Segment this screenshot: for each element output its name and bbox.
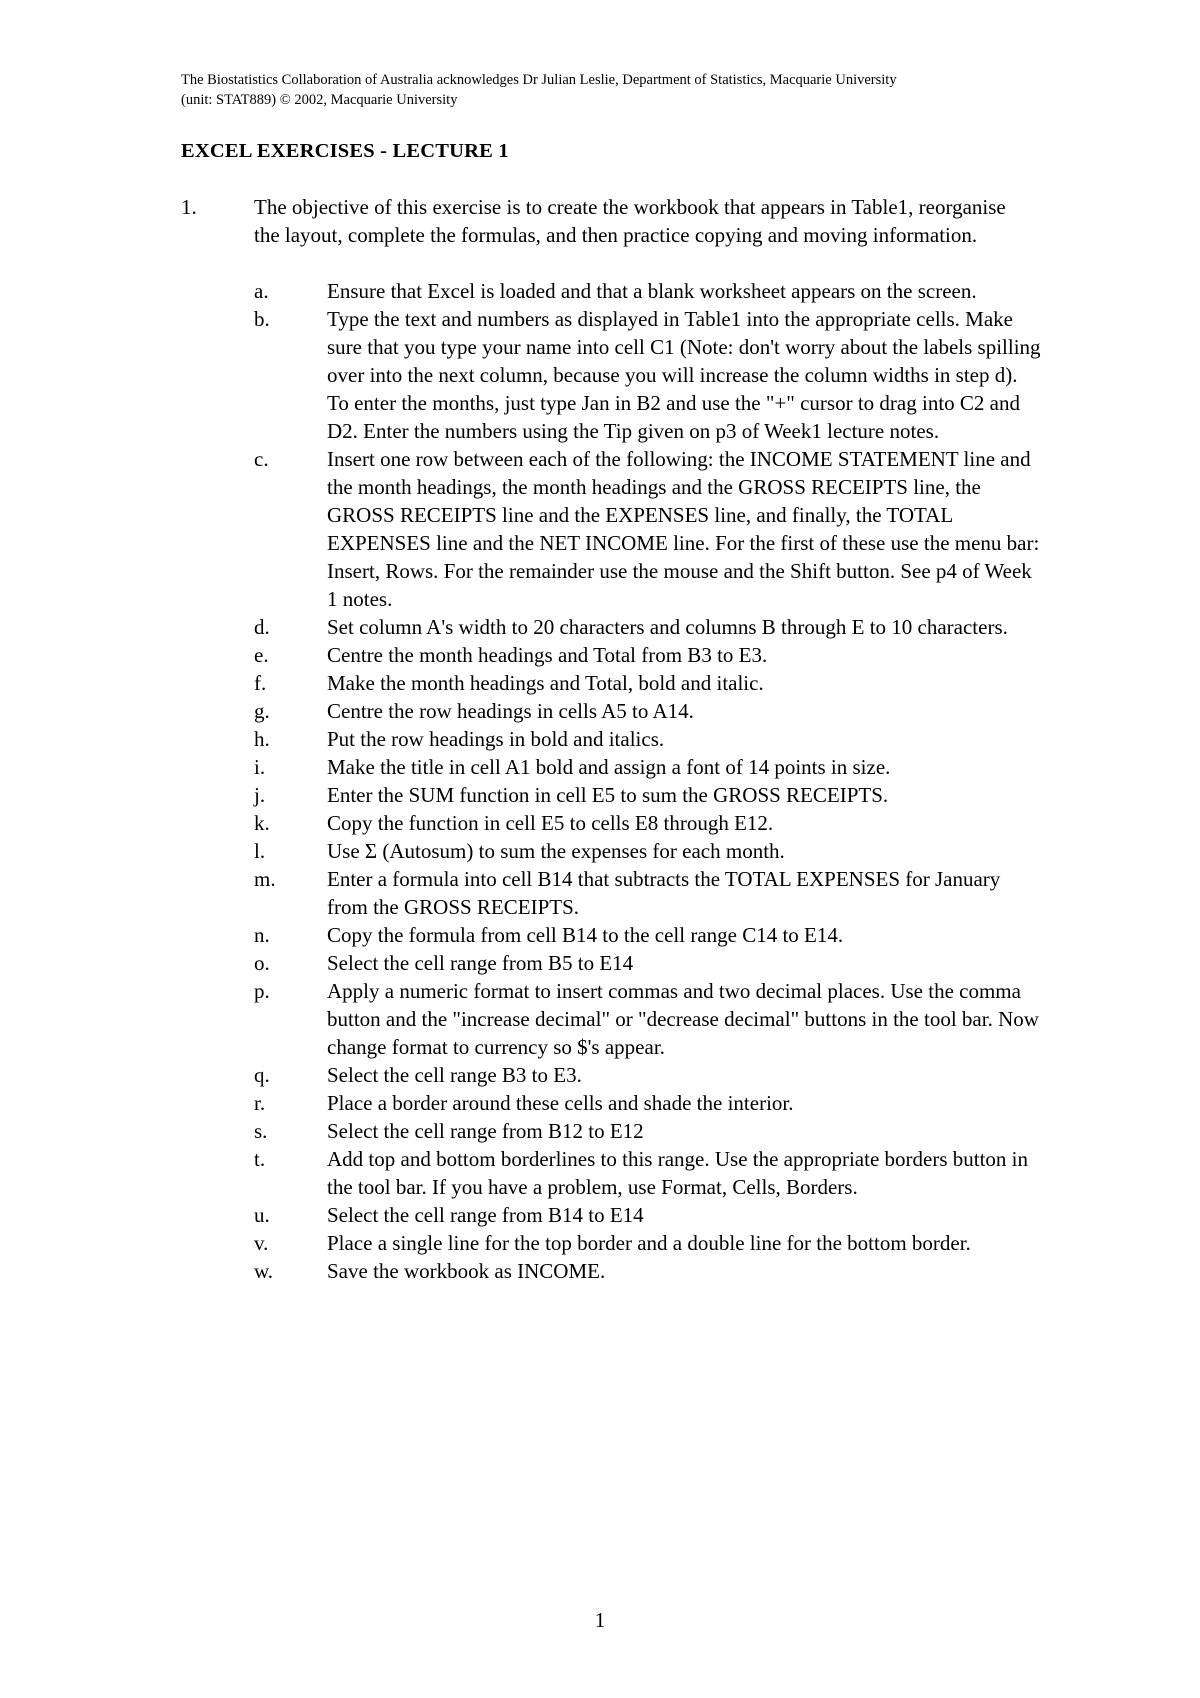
step-text: Enter the SUM function in cell E5 to sum the GROSS RECEIPTS. <box>327 783 889 807</box>
step-letter: a. <box>254 279 269 303</box>
step-letter: u. <box>254 1203 270 1227</box>
step-letter: q. <box>254 1063 270 1087</box>
step-letter: m. <box>254 867 276 891</box>
step-letter: d. <box>254 615 270 639</box>
step-letter: k. <box>254 811 270 835</box>
step-text: Copy the function in cell E5 to cells E8 through E12. <box>327 811 774 835</box>
list-item <box>254 277 1044 305</box>
list-item <box>254 865 1044 921</box>
step-letter: g. <box>254 699 270 723</box>
list-item <box>254 781 1044 809</box>
step-text: Enter a formula into cell B14 that subtracts the TOTAL EXPENSES for January from the GROSS RECEIPTS. <box>327 867 1001 919</box>
step-text: Select the cell range from B12 to E12 <box>327 1119 644 1143</box>
step-text: Select the cell range from B14 to E14 <box>327 1203 644 1227</box>
step-letter: n. <box>254 923 270 947</box>
step-text: Set column A's width to 20 characters and columns B through E to 10 characters. <box>327 615 1008 639</box>
list-item <box>254 1257 1044 1285</box>
step-letter: b. <box>254 307 270 331</box>
step-text: Make the month headings and Total, bold and italic. <box>327 671 764 695</box>
list-item <box>254 669 1044 697</box>
step-text: Make the title in cell A1 bold and assign a font of 14 points in size. <box>327 755 891 779</box>
list-item <box>254 837 1044 865</box>
step-text: Select the cell range from B5 to E14 <box>327 951 634 975</box>
list-item <box>254 613 1044 641</box>
list-item <box>254 1145 1044 1201</box>
list-item <box>254 445 1044 613</box>
list-item <box>254 641 1044 669</box>
page-number: 1 <box>594 1608 606 1632</box>
step-letter: w. <box>254 1259 274 1283</box>
step-text: Copy the formula from cell B14 to the cell range C14 to E14. <box>327 923 844 947</box>
step-text: Centre the row headings in cells A5 to A14. <box>327 699 694 723</box>
acknowledgement-header <box>181 70 1031 110</box>
step-letter: p. <box>254 979 270 1003</box>
step-letter: i. <box>254 755 266 779</box>
step-letter: e. <box>254 643 269 667</box>
question-text: The objective of this exercise is to create the workbook that appears in Table1, reorganise the layout, complete the formulas, and then practice copying and moving information. <box>254 195 1006 247</box>
list-item <box>254 1061 1044 1089</box>
page-title: EXCEL EXERCISES - LECTURE 1 <box>181 140 509 162</box>
step-letter: t. <box>254 1147 266 1171</box>
exercise-steps-list <box>254 277 1044 1285</box>
step-text: Ensure that Excel is loaded and that a blank worksheet appears on the screen. <box>327 279 977 303</box>
list-item <box>254 1201 1044 1229</box>
list-item <box>254 305 1044 445</box>
step-letter: c. <box>254 447 269 471</box>
step-text: Type the text and numbers as displayed in Table1 into the appropriate cells. Make sure that you type your name into cell C1 (Note: don't worry about the labels spilling over into the next column, because you will increase the column widths in step d). To enter the months, just type Jan in B2 and use the "+" cursor to drag into C2 and D2. Enter the numbers using the Tip given on p3 of Week1 lecture notes. <box>327 307 1041 443</box>
header-line-2: (unit: STAT889) © 2002, Macquarie University <box>181 92 458 108</box>
step-text: Place a single line for the top border and a double line for the bottom border. <box>327 1231 971 1255</box>
list-item <box>254 1229 1044 1257</box>
list-item <box>254 725 1044 753</box>
step-letter: f. <box>254 671 267 695</box>
step-letter: o. <box>254 951 270 975</box>
step-letter: h. <box>254 727 270 751</box>
step-text: Centre the month headings and Total from B3 to E3. <box>327 643 768 667</box>
step-letter: j. <box>254 783 266 807</box>
header-line-1: The Biostatistics Collaboration of Australia acknowledges Dr Julian Leslie, Department of Statistics, Macquarie University <box>181 72 897 88</box>
list-item <box>254 949 1044 977</box>
step-text: Place a border around these cells and shade the interior. <box>327 1091 794 1115</box>
list-item <box>254 697 1044 725</box>
step-letter: s. <box>254 1119 268 1143</box>
list-item <box>254 753 1044 781</box>
step-text: Select the cell range B3 to E3. <box>327 1063 582 1087</box>
step-text: Save the workbook as INCOME. <box>327 1259 606 1283</box>
step-text: Put the row headings in bold and italics. <box>327 727 665 751</box>
question-number: 1. <box>181 195 197 219</box>
list-item <box>254 1117 1044 1145</box>
list-item <box>254 921 1044 949</box>
step-text: Add top and bottom borderlines to this range. Use the appropriate borders button in the tool bar. If you have a problem, use Format, Cells, Borders. <box>327 1147 1029 1199</box>
step-letter: l. <box>254 839 266 863</box>
step-text: Use Σ (Autosum) to sum the expenses for each month. <box>327 839 785 863</box>
step-letter: v. <box>254 1231 269 1255</box>
list-item <box>254 977 1044 1061</box>
list-item <box>254 1089 1044 1117</box>
list-item <box>254 809 1044 837</box>
step-text: Insert one row between each of the following: the INCOME STATEMENT line and the month headings, the month headings and the GROSS RECEIPTS line, the GROSS RECEIPTS line and the EXPENSES line, and finally, the TOTAL EXPENSES line and the NET INCOME line. For the first of these use the menu bar: Insert, Rows. For the remainder use the mouse and the Shift button. See p4 of Week 1 notes. <box>327 447 1040 611</box>
step-text: Apply a numeric format to insert commas and two decimal places. Use the comma button and the "increase decimal" or "decrease decimal" buttons in the tool bar. Now change format to currency so $'s appear. <box>327 979 1039 1059</box>
step-letter: r. <box>254 1091 266 1115</box>
